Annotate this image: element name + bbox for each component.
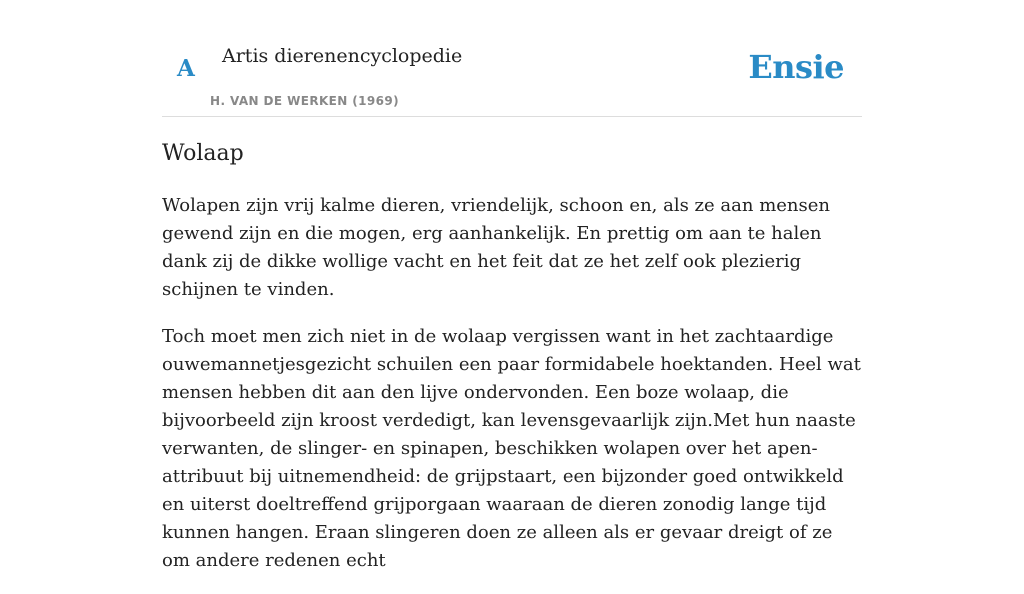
book-author: H. VAN DE WERKEN (1969) — [210, 94, 400, 108]
article-title: Wolaap — [162, 141, 244, 166]
article-paragraph: Wolapen zijn vrij kalme dieren, vriendelijk, schoon en, als ze aan mensen gewend zijn en die mogen, erg aanhankelijk. En prettig om aan te halen dank zij de dikke wollige vacht en het feit dat ze het zelf ook plezierig schijnen te vinden. — [162, 195, 830, 300]
letter-index-link[interactable]: A — [177, 55, 195, 82]
article-paragraph: Toch moet men zich niet in de wolaap vergissen want in het zachtaardige ouwemannetjesgezicht schuilen een paar formidabele hoektanden. Heel wat mensen hebben dit aan den lijve ondervonden. Een boze wolaap, die bijvoorbeeld zijn kroost verdedigt, kan levensgevaarlijk zijn.Met hun naaste verwanten, de slinger- en spinapen, beschikken wolapen over het apen-attribuut bij uitnemendheid: de grijpstaart, een bijzonder goed ontwikkeld en uiterst doeltreffend grijporgaan waaraan de dieren zonodig lange tijd kunnen hangen. Eraan slingeren doen ze alleen als er gevaar dreigt of ze om andere redenen echt — [162, 326, 861, 571]
ensie-logo-link[interactable]: Ensie — [748, 48, 844, 86]
book-title[interactable]: Artis dierenencyclopedie — [222, 45, 463, 67]
article — [162, 138, 862, 594]
header — [162, 0, 862, 117]
